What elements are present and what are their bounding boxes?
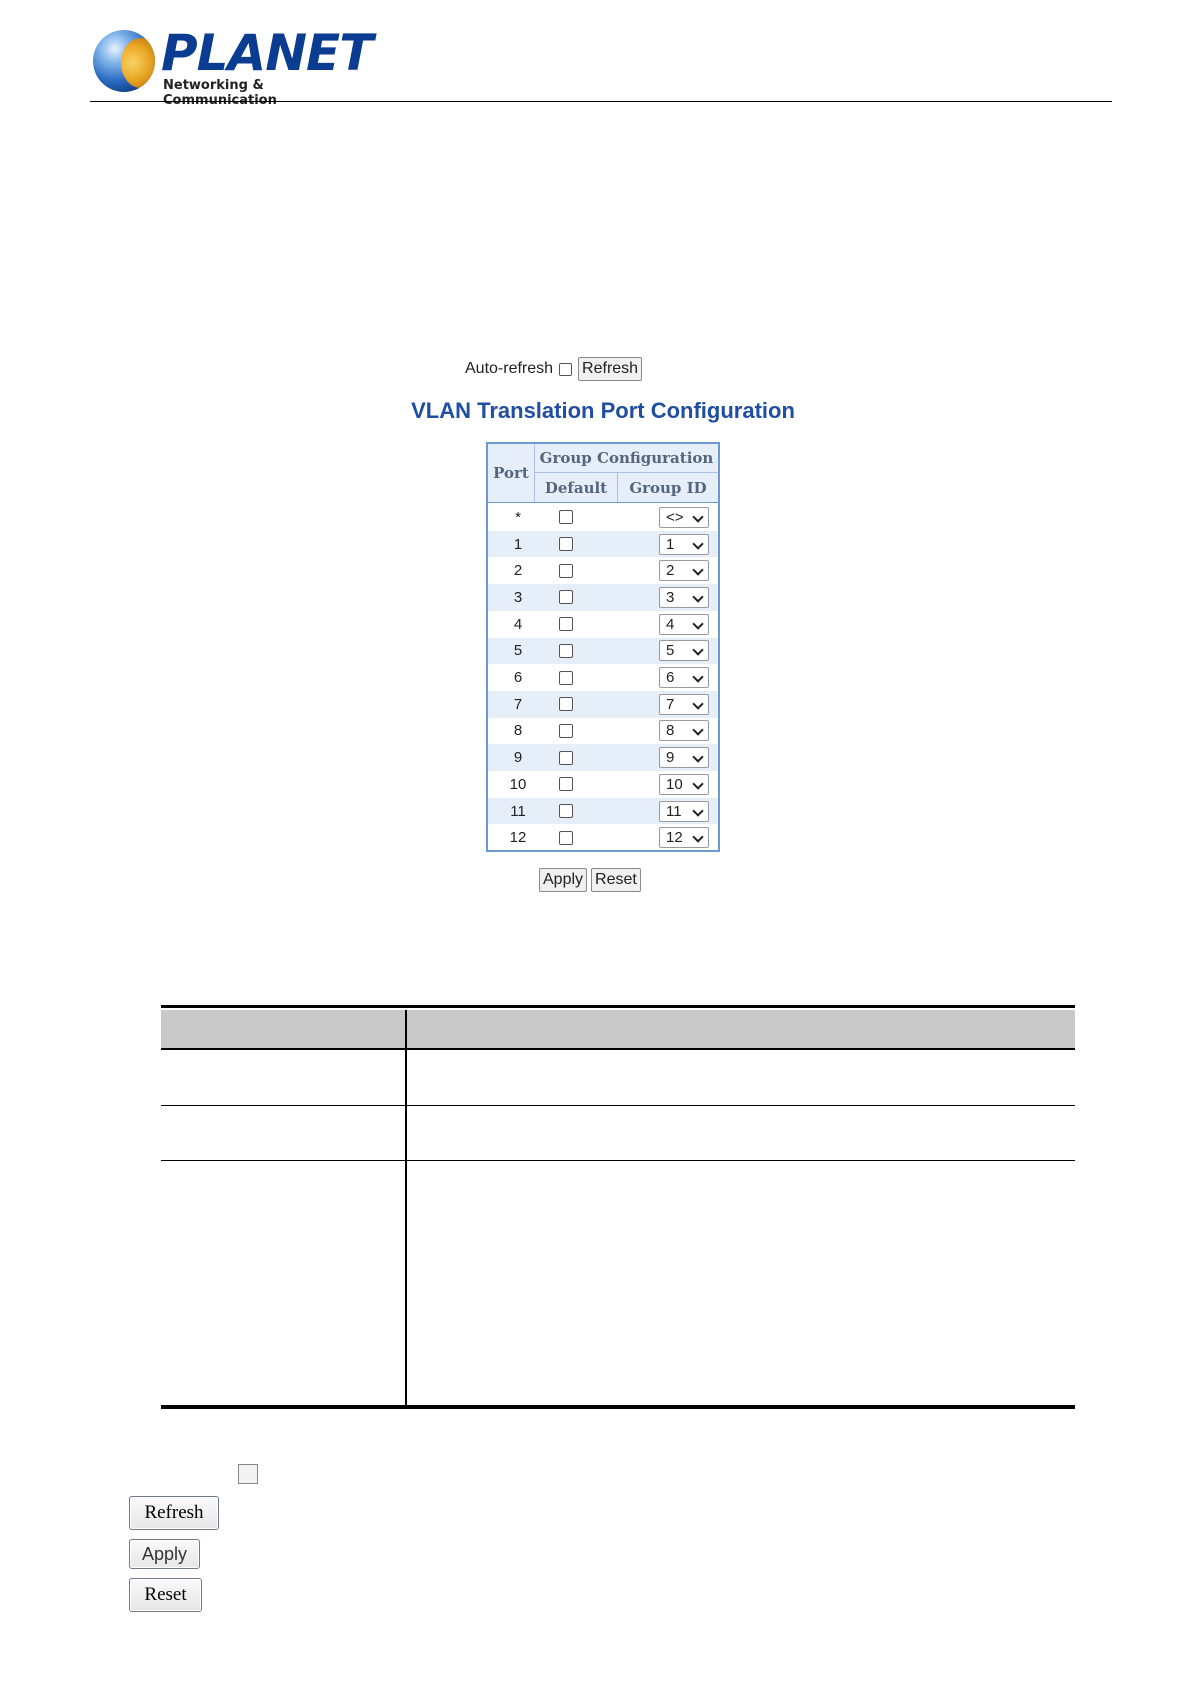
chevron-down-icon: [692, 805, 703, 816]
auto-refresh-checkbox[interactable]: [559, 363, 572, 376]
default-checkbox[interactable]: [559, 564, 573, 578]
logo-tagline: Networking & Communication: [163, 78, 277, 108]
port-cell: 7: [513, 695, 523, 713]
group-id-select[interactable]: [659, 827, 709, 848]
chevron-down-icon: [692, 725, 703, 736]
group-id-select[interactable]: [659, 747, 709, 768]
table-row: [488, 771, 718, 798]
planet-logo: [93, 24, 373, 108]
port-cell: 5: [513, 642, 523, 660]
group-id-value: 5: [666, 642, 675, 660]
header-port: Port: [488, 444, 535, 502]
chevron-down-icon: [692, 832, 703, 843]
chevron-down-icon: [692, 511, 703, 522]
group-id-select[interactable]: [659, 774, 709, 795]
group-id-value: 9: [666, 749, 675, 767]
group-id-value: 6: [666, 669, 675, 687]
apply-button[interactable]: Apply: [539, 868, 587, 892]
group-id-value: 1: [666, 535, 675, 553]
port-cell: 1: [513, 535, 523, 553]
table-bottom-border: [161, 1405, 1075, 1409]
table-row: [488, 611, 718, 638]
chevron-down-icon: [692, 591, 703, 602]
chevron-down-icon: [692, 778, 703, 789]
auto-refresh-label: Auto-refresh: [465, 360, 554, 377]
header-group-configuration: Group Configuration: [535, 444, 718, 473]
table-row: [488, 744, 718, 771]
group-id-value: <>: [666, 508, 684, 526]
group-id-select[interactable]: [659, 534, 709, 555]
table-header-row: [161, 1010, 1075, 1048]
port-cell: 2: [513, 562, 523, 580]
table-top-border: [161, 1005, 1075, 1008]
logo-name: PLANET: [161, 24, 373, 82]
default-checkbox[interactable]: [559, 590, 573, 604]
port-cell: *: [515, 508, 521, 526]
vlan-translation-port-table: [486, 442, 720, 852]
chevron-down-icon: [692, 565, 703, 576]
reset-button-sample[interactable]: Reset: [129, 1578, 202, 1612]
port-cell: 12: [509, 829, 527, 847]
refresh-button[interactable]: Refresh: [578, 357, 642, 381]
table-row-divider: [161, 1105, 1075, 1106]
group-id-select[interactable]: [659, 694, 709, 715]
table-row: [488, 798, 718, 825]
table-row: [488, 504, 718, 531]
table-row: [488, 691, 718, 718]
auto-refresh-row: [465, 356, 642, 382]
form-buttons: [539, 868, 641, 892]
port-cell: 10: [509, 775, 527, 793]
group-id-select[interactable]: [659, 507, 709, 528]
default-checkbox[interactable]: [559, 697, 573, 711]
port-cell: 4: [513, 615, 523, 633]
header-default: Default: [535, 473, 618, 502]
default-checkbox[interactable]: [559, 537, 573, 551]
table-header-border: [161, 1048, 1075, 1050]
table-row: [488, 718, 718, 745]
refresh-button-sample[interactable]: Refresh: [129, 1496, 219, 1530]
header-group-id: Group ID: [618, 473, 718, 502]
default-checkbox[interactable]: [559, 751, 573, 765]
default-checkbox[interactable]: [559, 510, 573, 524]
group-id-select[interactable]: [659, 587, 709, 608]
reset-button[interactable]: Reset: [591, 868, 641, 892]
default-checkbox[interactable]: [559, 724, 573, 738]
table-row-divider: [161, 1160, 1075, 1161]
group-id-select[interactable]: [659, 720, 709, 741]
default-checkbox[interactable]: [559, 777, 573, 791]
apply-button-sample[interactable]: Apply: [129, 1539, 200, 1569]
group-id-value: 12: [666, 829, 683, 847]
port-cell: 3: [513, 588, 523, 606]
group-id-value: 3: [666, 588, 675, 606]
chevron-down-icon: [692, 538, 703, 549]
table-row: [488, 824, 718, 851]
chevron-down-icon: [692, 618, 703, 629]
chevron-down-icon: [692, 645, 703, 656]
table-column-divider: [405, 1010, 407, 1405]
table-row: [488, 531, 718, 558]
default-checkbox[interactable]: [559, 644, 573, 658]
chevron-down-icon: [692, 751, 703, 762]
group-id-value: 11: [666, 802, 682, 820]
page-title: VLAN Translation Port Configuration: [411, 398, 795, 423]
table-row: [488, 557, 718, 584]
auto-refresh-checkbox-sample[interactable]: [238, 1464, 258, 1484]
header-divider: [90, 101, 1112, 102]
description-table: [161, 1005, 1075, 1411]
group-id-value: 8: [666, 722, 675, 740]
port-cell: 11: [510, 802, 526, 820]
chevron-down-icon: [692, 698, 703, 709]
default-checkbox[interactable]: [559, 804, 573, 818]
group-id-value: 4: [666, 615, 675, 633]
chevron-down-icon: [692, 671, 703, 682]
group-id-value: 10: [666, 775, 683, 793]
group-id-select[interactable]: [659, 667, 709, 688]
table-row: [488, 584, 718, 611]
port-cell: 6: [513, 669, 523, 687]
default-checkbox[interactable]: [559, 671, 573, 685]
header-divider: [488, 502, 718, 503]
table-row: [488, 638, 718, 665]
group-id-select[interactable]: [659, 801, 709, 822]
default-checkbox[interactable]: [559, 831, 573, 845]
table-row: [488, 664, 718, 691]
group-id-value: 7: [666, 695, 675, 713]
group-id-select[interactable]: [659, 560, 709, 581]
group-id-select[interactable]: [659, 640, 709, 661]
port-cell: 9: [513, 749, 523, 767]
default-checkbox[interactable]: [559, 617, 573, 631]
group-id-value: 2: [666, 562, 675, 580]
group-id-select[interactable]: [659, 614, 709, 635]
globe-icon: [93, 30, 155, 92]
port-cell: 8: [513, 722, 523, 740]
